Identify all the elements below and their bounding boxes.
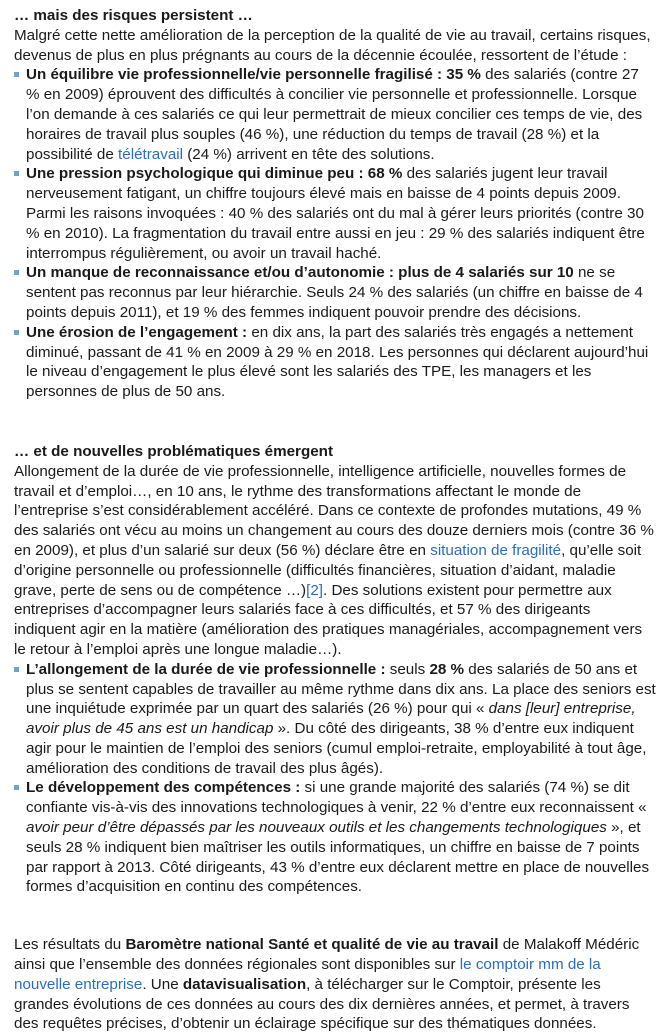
square-bullet-icon bbox=[14, 667, 19, 672]
link-teletravail[interactable]: télétravail bbox=[118, 145, 184, 163]
square-bullet-icon bbox=[14, 270, 19, 275]
item-quote: dans [leur] entreprise, avoir plus de 45 ans est un handicap bbox=[26, 700, 636, 738]
item-text: des salariés de 50 ans et plus se sentent capables de travailler au même rythme dans dix ans. La place des seniors est une inquiétude exprimée par un quart des salariés (26 %) pour qui « bbox=[26, 660, 656, 718]
square-bullet-icon bbox=[14, 171, 19, 176]
item-text: seuls bbox=[385, 660, 430, 678]
list-item bbox=[14, 263, 656, 322]
paragraph-text: , qu’elle soit d’origine personnelle ou professionnelle (difficultés financières, situation d’aidant, maladie grave, perte de sens ou de compétence …) bbox=[14, 541, 642, 599]
square-bullet-icon bbox=[14, 785, 19, 790]
square-bullet-icon bbox=[14, 330, 19, 335]
paragraph-text: , à télécharger sur le Comptoir, présente les grandes évolutions de ces données au cours des dix dernières années, et permet, à travers des requêtes précises, d’obtenir un éclairage spécifique sur des thématiques données. bbox=[14, 975, 630, 1033]
list-item bbox=[14, 164, 656, 263]
item-text: ne se sentent pas reconnus par leur hiérarchie. Seuls 24 % des salariés (un chiffre en baisse de 4 points depuis 2011), et 19 % des femmes indiquent pouvoir prendre des décisions. bbox=[26, 264, 643, 321]
paragraph-text: Les résultats du bbox=[14, 936, 126, 954]
list-item bbox=[14, 778, 656, 897]
item-lead: Le développement des compétences : bbox=[26, 779, 301, 797]
paragraph-text: . Des solutions existent pour permettre aux entreprises d’accompagner leurs salariés face à ces difficultés, et 57 % des dirigeants indiquent agir en la matière (amélioration des pratiques managériales, accompagnement vers le retour à l’emploi après une longue maladie…). bbox=[14, 581, 643, 658]
item-text: », et seuls 28 % indiquent bien maîtriser les outils informatiques, un chiffre en baisse de 7 points par rapport à 2013. Côté dirigeants, 43 % d’entre eux déclarent mettre en place de nouvelles formes d’acquisition en continu des compétences. bbox=[26, 819, 650, 896]
item-lead: Un manque de reconnaissance et/ou d’autonomie : plus de 4 salariés sur 10 bbox=[26, 264, 574, 282]
emerging-list bbox=[14, 660, 656, 898]
item-lead: Une pression psychologique qui diminue peu : 68 % bbox=[26, 165, 403, 183]
section-spacer bbox=[14, 402, 656, 442]
item-text: si une grande majorité des salariés (74 %) se dit confiante vis-à-vis des innovations technologiques à venir, 22 % d’entre eux reconnaissent « bbox=[26, 779, 647, 817]
item-text: en dix ans, la part des salariés très engagés a nettement diminué, passant de 41 % en 2009 à 29 % en 2018. Les personnes qui déclarent aujourd’hui le niveau d’engagement le plus élevé sont les salariés des TPE, les managers et les personnes de plus de 50 ans. bbox=[26, 323, 649, 401]
item-lead: L’allongement de la durée de vie professionnelle : bbox=[26, 660, 386, 678]
item-text: des salariés jugent leur travail nerveusement fatigant, un chiffre toujours élevé mais en baisse de 4 points depuis 2009. Parmi les raisons invoquées : 40 % des salariés ont du mal à gérer leurs priorités (contre 30 % en 2010). La fragmentation du travail entre aussi en jeu : 29 % des salariés indiquent être interrompus régulièrement, ou avoir un travail haché. bbox=[26, 165, 645, 262]
list-item bbox=[14, 660, 656, 779]
item-quote: avoir peur d’être dépassés par les nouveaux outils et les changements technologiques bbox=[26, 819, 607, 837]
risk-list bbox=[14, 65, 656, 402]
footnote-link-2[interactable]: [2] bbox=[306, 581, 323, 599]
item-text: des salariés (contre 27 % en 2009) éprouvent des difficultés à concilier vie personnelle et professionnelle. Lorsque l’on demande à ces salariés ce qui leur permettrait de mieux concilier ces temps de vie, des horaires de travail plus souples (46 %), une réduction du temps de travail (28 %) et la possibilité de bbox=[26, 66, 643, 163]
list-item bbox=[14, 323, 656, 402]
closing-paragraph bbox=[14, 935, 656, 1034]
paragraph-text: . Une bbox=[142, 975, 183, 993]
section-intro-emerging bbox=[14, 462, 656, 660]
barometre-title: Baromètre national Santé et qualité de vie au travail bbox=[125, 936, 499, 954]
item-lead: Un équilibre vie professionnelle/vie personnelle fragilisé : 35 % bbox=[26, 66, 481, 84]
item-figure: 28 % bbox=[429, 660, 465, 678]
paragraph-text: Allongement de la durée de vie professionnelle, intelligence artificielle, nouvelles formes de travail et d’emploi…, en 10 ans, le rythme des transformations affectant le monde de l’entreprise s’est considérablement accéléré. Dans ce contexte de profondes mutations, 49 % des salariés ont vécu au moins un changement au cours des douze derniers mois (contre 36 % en 2009), et plus d’un salarié sur deux (56 %) déclare être en bbox=[14, 462, 654, 559]
square-bullet-icon bbox=[14, 72, 19, 77]
link-comptoir[interactable]: le comptoir mm de la nouvelle entreprise bbox=[14, 956, 601, 993]
paragraph-text: de Malakoff Médéric ainsi que l’ensemble des données régionales sont disponibles sur bbox=[14, 936, 640, 974]
link-situation-fragilite[interactable]: situation de fragilité bbox=[430, 541, 562, 559]
section-title-risks: … mais des risques persistent … bbox=[14, 7, 253, 24]
section-title-emerging: … et de nouvelles problématiques émergent bbox=[14, 442, 334, 460]
list-item bbox=[14, 65, 656, 164]
item-lead: Une érosion de l’engagement : bbox=[26, 323, 248, 341]
item-text: (24 %) arrivent en tête des solutions. bbox=[183, 145, 435, 163]
section-intro-risks: Malgré cette nette amélioration de la perception de la qualité de vie au travail, certains risques, devenus de plus en plus prégnants au cours de la décennie écoulée, ressortent de l’étude : bbox=[14, 26, 651, 64]
item-text: ». Du côté des dirigeants, 38 % d’entre eux indiquent agir pour le maintien de l’emploi des seniors (cumul emploi-retraite, employabilité à tout âge, amélioration des conditions de travail des plus âgés). bbox=[26, 720, 647, 777]
datavisualisation-term: datavisualisation bbox=[182, 975, 307, 993]
section-spacer bbox=[14, 897, 656, 935]
